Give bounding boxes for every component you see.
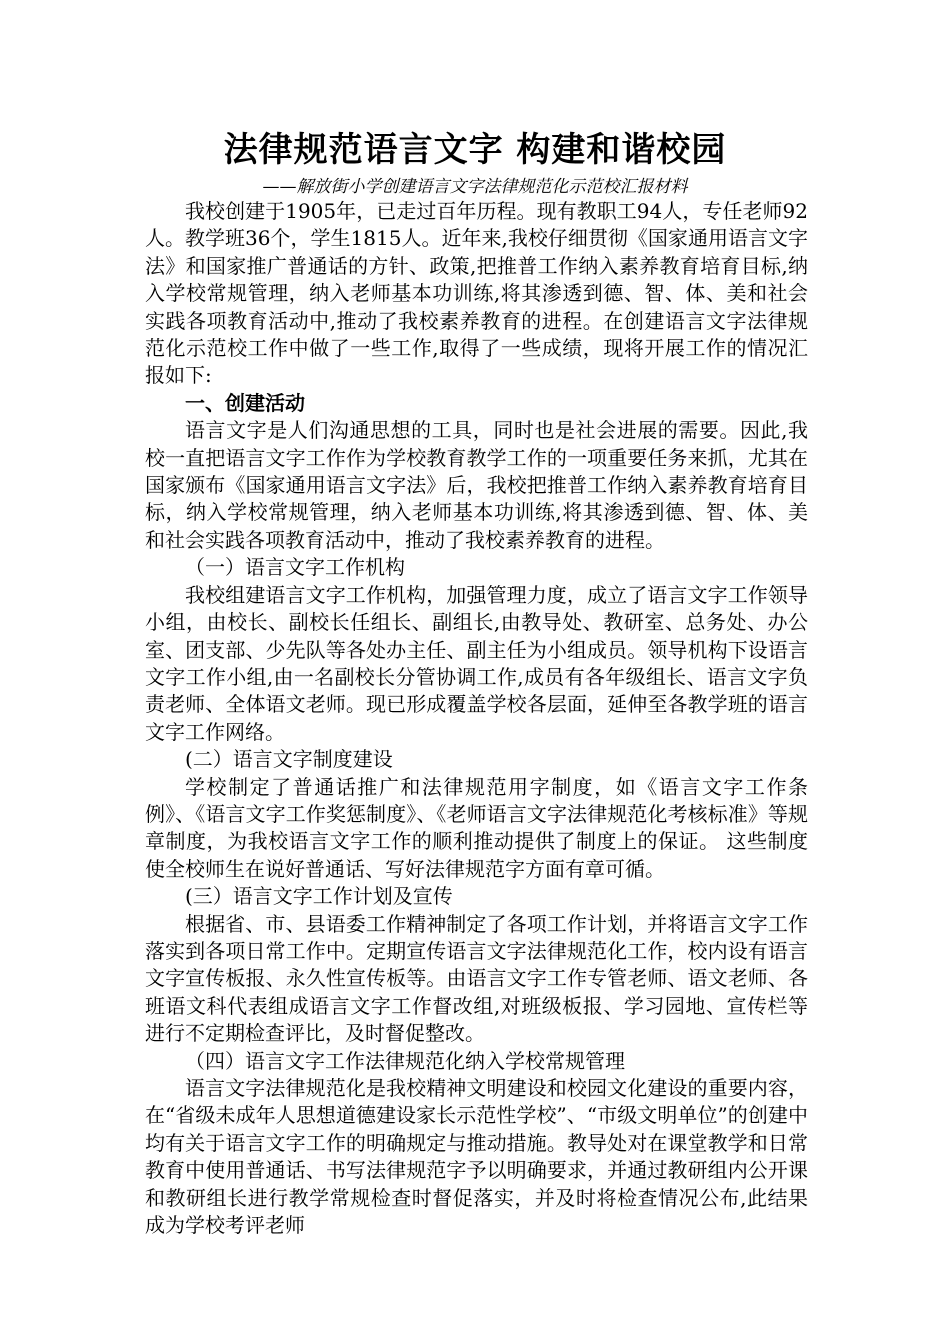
document-title: 法律规范语言文字 构建和谐校园	[223, 130, 727, 170]
document-body	[145, 198, 808, 1239]
section-paragraph: 语言文字是人们沟通思想的工具，同时也是社会进展的需要。因此,我校一直把语言文字工作作为学校教育教学工作的一项重要任务来抓，尤其在国家颁布《国家通用语言文字法》后，我校把推普工作纳入素养教育培育目标，纳入学校常规管理，纳入老师基本功训练,将其渗透到德、智、体、美和社会实践各项教育活动中，推动了我校素养教育的进程。	[145, 418, 808, 552]
subsection-heading: (三）语言文字工作计划及宣传	[185, 884, 453, 909]
intro-paragraph: 我校创建于1905年，已走过百年历程。现有教职工94人，专任老师92人。教学班36个，学生1815人。近年来,我校仔细贯彻《国家通用语言文字法》和国家推广普通话的方针、政策,把推普工作纳入素养教育培育目标,纳入学校常规管理，纳入老师基本功训练,将其渗透到德、智、体、美和社会实践各项教育活动中,推动了我校素养教育的进程。在创建语言文字法律规范化示范校工作中做了一些工作,取得了一些成绩，现将开展工作的情况汇报如下:	[145, 199, 808, 388]
section-heading: 一、创建活动	[185, 390, 305, 415]
subsection-paragraph: 语言文字法律规范化是我校精神文明建设和校园文化建设的重要内容，在“省级未成年人思想道德建设家长示范性学校”、“市级文明单位”的创建中均有关于语言文字工作的明确规定与推动措施。教导处对在课堂教学和日常教育中使用普通话、书写法律规范字予以明确要求，并通过教研组内公开课和教研组长进行教学常规检查时督促落实，并及时将检查情况公布,此结果成为学校考评老师	[145, 1076, 808, 1238]
subsection-paragraph: 学校制定了普通话推广和法律规范用字制度，如《语言文字工作条例》、《语言文字工作奖惩制度》、《老师语言文字法律规范化考核标准》等规章制度，为我校语言文字工作的顺利推动提供了制度上的保证。 这些制度使全校师生在说好普通话、写好法律规范字方面有章可循。	[145, 774, 808, 881]
subsection-heading: （一）语言文字工作机构	[185, 555, 405, 580]
document-subtitle: ——解放街小学创建语言文字法律规范化示范校汇报材料	[262, 177, 688, 197]
subsection-paragraph: 根据省、市、县语委工作精神制定了各项工作计划，并将语言文字工作落实到各项日常工作中。定期宣传语言文字法律规范化工作，校内设有语言文字宣传板报、永久性宣传板等。由语言文字工作专管老师、语文老师、各班语文科代表组成语言文字工作督改组,对班级板报、学习园地、宣传栏等进行不定期检查评比，及时督促整改。	[145, 911, 808, 1046]
subsection-heading: （四）语言文字工作法律规范化纳入学校常规管理	[185, 1048, 625, 1073]
subsection-heading: (二）语言文字制度建设	[185, 747, 393, 772]
subsection-paragraph: 我校组建语言文字工作机构，加强管理力度，成立了语言文字工作领导小组，由校长、副校长任组长、副组长,由教导处、教研室、总务处、办公室、团支部、少先队等各处办主任、副主任为小组成员。领导机构下设语言文字工作小组,由一名副校长分管协调工作,成员有各年级组长、语言文字负责老师、全体语文老师。现已形成覆盖学校各层面，延伸至各教学班的语言文字工作网络。	[145, 582, 808, 744]
